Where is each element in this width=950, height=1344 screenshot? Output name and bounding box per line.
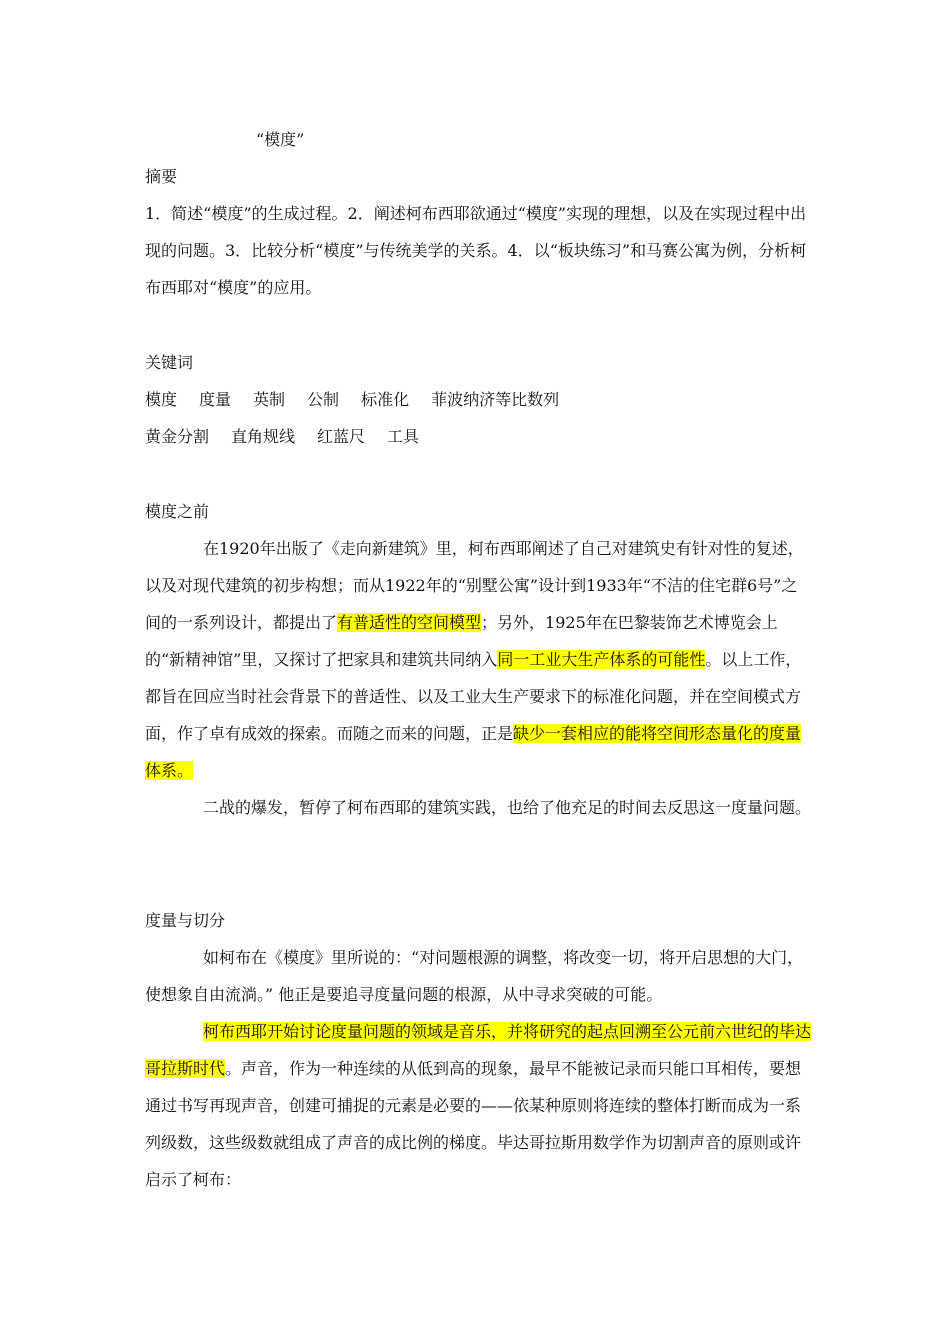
keyword: 度量 — [199, 390, 232, 409]
paragraph-text: 在1920年出版了《走向新建筑》里，柯布西耶阐述了自己对建筑史有针对性的复述，以及对现代建筑的初步构想；而从1922年的“别墅公寓”设计到1933年“不洁的住宅群6号”之间的一系列设计，都提出了 — [145, 539, 804, 632]
highlighted-text: 有普适性的空间模型 — [337, 613, 482, 632]
paragraph-text: ；另外，1925年在巴黎装饰艺术博览会上的“新精神馆”里，又探讨了把家具和建筑共同纳入 — [145, 613, 778, 669]
keyword: 公制 — [307, 390, 340, 409]
highlighted-text: 同一工业大生产体系的可能性 — [497, 650, 706, 669]
paragraph: 二战的爆发，暂停了柯布西耶的建筑实践，也给了他充足的时间去反思这一度量问题。 — [203, 798, 812, 817]
paragraph: 如柯布在《模度》里所说的：“对问题根源的调整，将改变一切，将开启思想的大门，使想象自由流淌。” 他正是要追寻度量问题的根源，从中寻求突破的可能。 — [145, 948, 804, 1004]
keyword: 模度 — [145, 390, 178, 409]
keyword: 直角规线 — [231, 427, 296, 446]
abstract-section — [145, 158, 813, 306]
keywords-heading: 关键词 — [145, 353, 194, 372]
section-before-modulor — [145, 493, 813, 826]
section-heading: 模度之前 — [145, 502, 210, 521]
paragraph-text: 。声音，作为一种连续的从低到高的现象，最早不能被记录而只能口耳相传，要想通过书写再现声音，创建可捕捉的元素是必要的——依某种原则将连续的整体打断而成为一系列级数，这些级数就组成了声音的成比例的梯度。毕达哥拉斯用数学作为切割声音的原则或许启示了柯布： — [145, 1059, 802, 1189]
abstract-text: 1．简述“模度”的生成过程。2．阐述柯布西耶欲通过“模度”实现的理想，以及在实现过程中出现的问题。3．比较分析“模度”与传统美学的关系。4．以“板块练习”和马赛公寓为例，分析柯布西耶对“模度”的应用。 — [145, 204, 807, 297]
keywords-section — [145, 344, 813, 455]
keyword: 工具 — [387, 427, 420, 446]
keyword: 黄金分割 — [145, 427, 210, 446]
paragraph — [145, 530, 813, 789]
keyword: 英制 — [253, 390, 286, 409]
keywords-row-2 — [145, 418, 813, 455]
keyword: 红蓝尺 — [317, 427, 366, 446]
document-title: “模度” — [256, 130, 305, 149]
paragraph — [145, 1013, 813, 1198]
section-heading: 度量与切分 — [145, 911, 226, 930]
keywords-row-1 — [145, 381, 813, 418]
paragraph-text: 。以上工作，都旨在回应当时社会背景下的普适性、以及工业大生产要求下的标准化问题，并在空间模式方面，作了卓有成效的探索。而随之而来的问题，正是 — [145, 650, 802, 743]
section-measure-and-division — [145, 902, 813, 1198]
abstract-heading: 摘要 — [145, 167, 178, 186]
keyword: 菲波纳济等比数列 — [431, 390, 560, 409]
keyword: 标准化 — [361, 390, 410, 409]
highlighted-text: 缺少一套相应的能将空间形态量化的度量体系。 — [145, 724, 802, 780]
highlighted-text: 柯布西耶开始讨论度量问题的领域是音乐，并将研究的起点回溯至公元前六世纪的毕达哥拉斯时代 — [145, 1022, 812, 1078]
